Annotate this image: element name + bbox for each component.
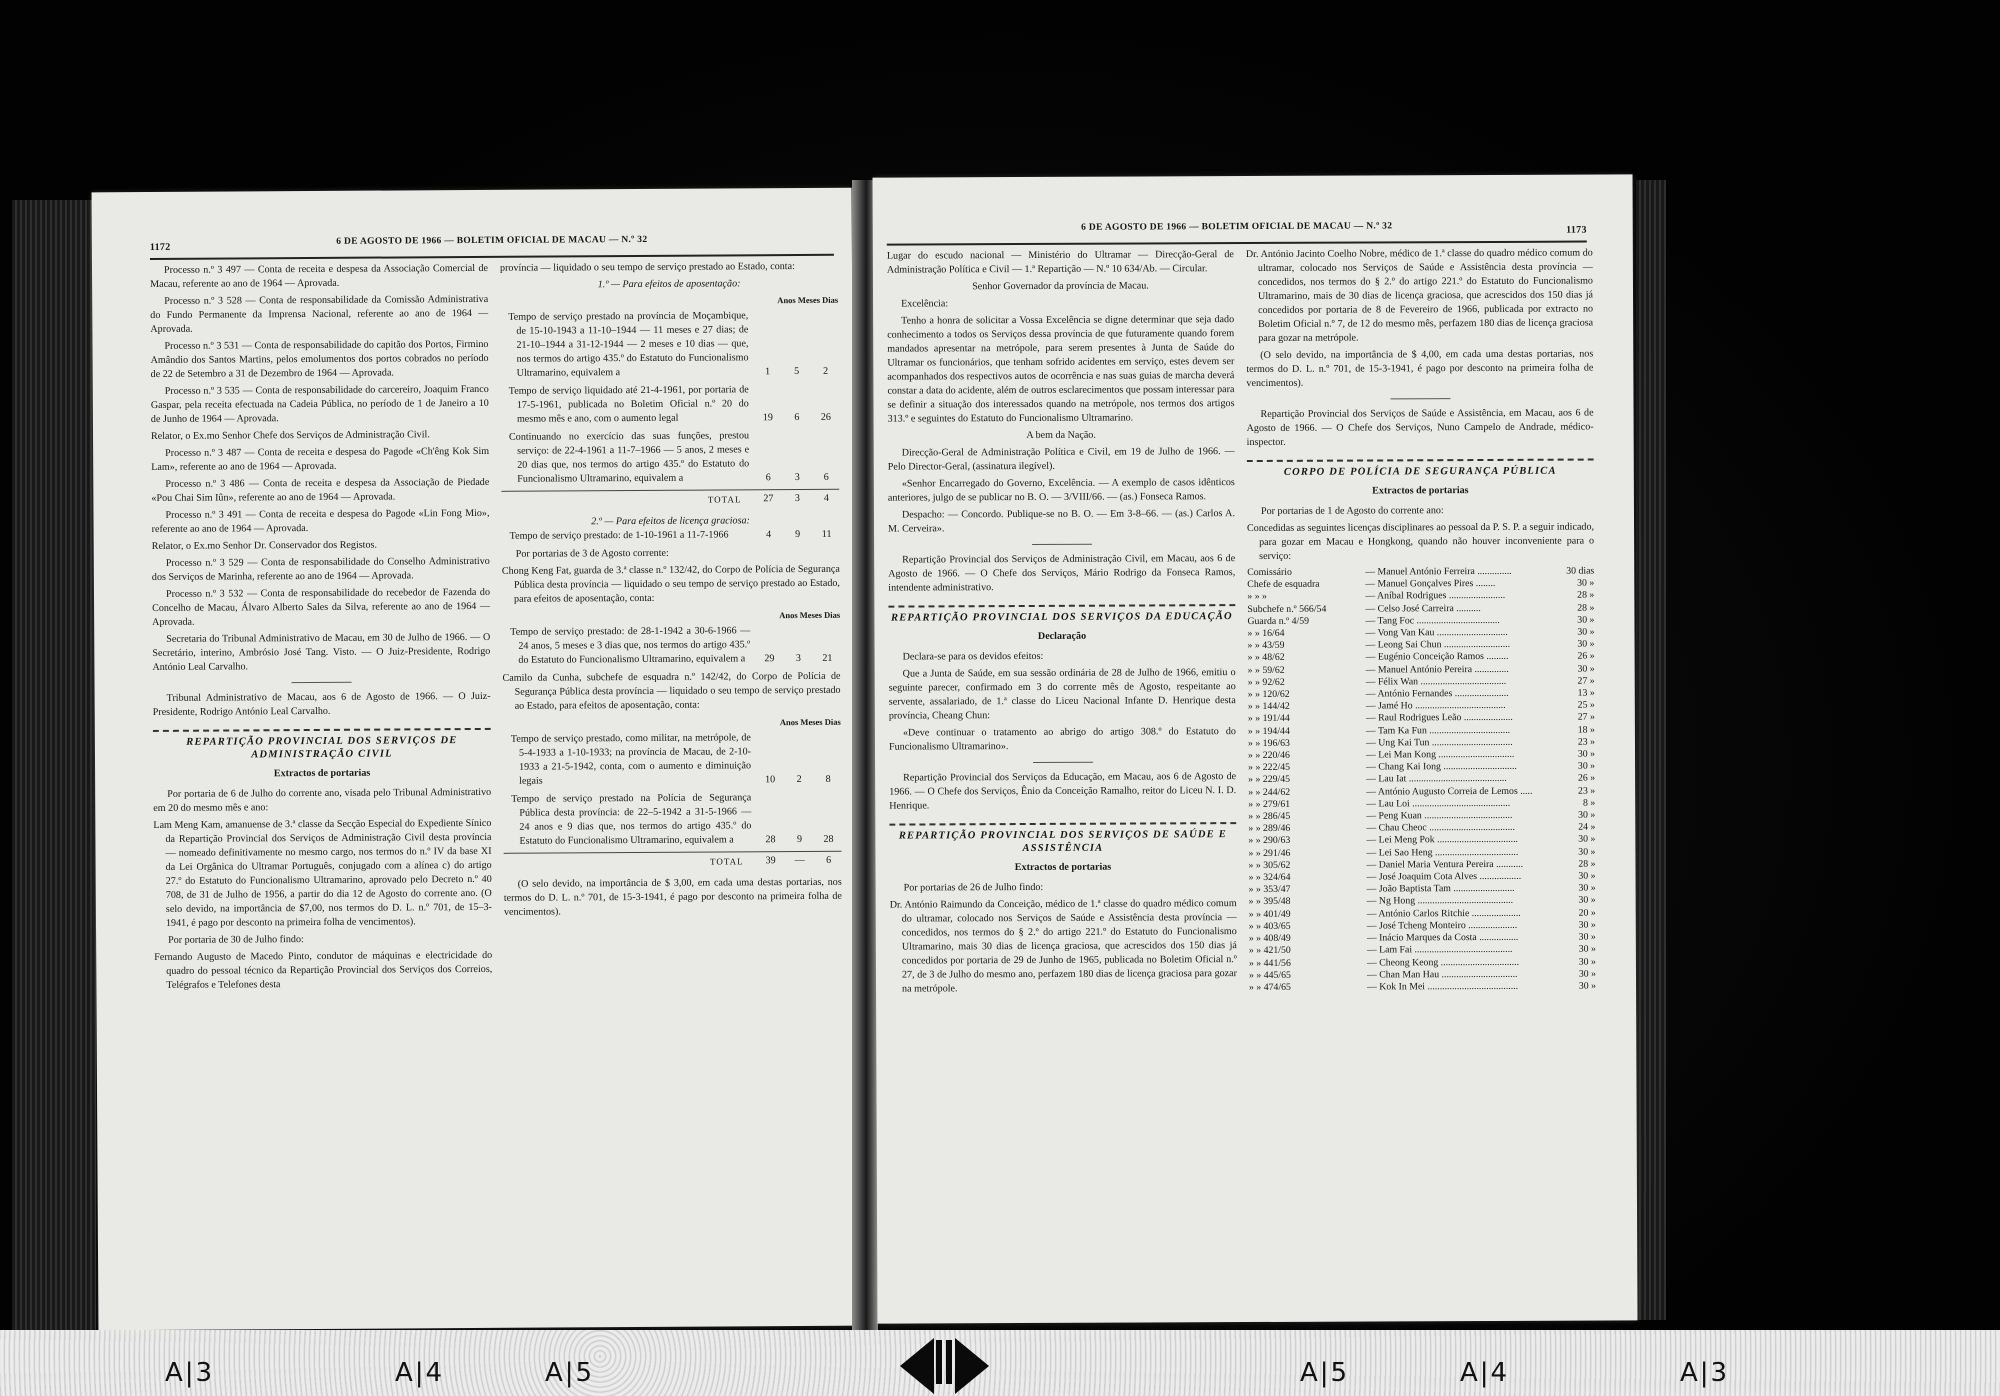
subheading: Extractos de portarias	[273, 767, 371, 780]
right-column-2	[1246, 247, 1598, 1303]
paragraph: província — liquidado o seu tempo de serviço prestado ao Estado, conta:	[499, 261, 795, 274]
paragraph: (O selo devido, na importância de $ 4,00, em cada uma destas portarias, nos termos do D. L. n.º 701, de 15-3-1941, é pago por desconto na primeira folha de vencimentos).	[1246, 348, 1594, 390]
paragraph: Lam Meng Kam, amanuense de 3.ª classe da Secção Especial do Expediente Sínico da Repartição Provincial dos Serviços de Administração Civil desta província — nomeado definitivamente no mesmo cargo, nos termos do n.º IV da base XI da Lei Orgânica do Ultramar Português, conjugado com a alínea c) do artigo 27.º do Estatuto do Funcionalismo Ultramarino, aprovado pelo Decreto n.º 40 708, de 31 de Julho de 1956, a partir do dia 12 de Agosto do corrente ano. (O selo devido, na importância de $7,00, nos termos do D. L. n.º 701, de 15–3-1941, é pago por desconto na primeira folha de vencimentos).	[153, 817, 492, 929]
licence-name: — Manuel Gonçalves Pires ........	[1365, 578, 1496, 590]
licence-days: 18 »	[1577, 724, 1595, 736]
divider	[1032, 544, 1092, 545]
licence-rank: » » 421/50	[1248, 945, 1291, 957]
paragraph: Processo n.º 3 531 — Conta de responsabilidade do capitão dos Portos, Firmino Amândio dos Santos Martins, pelos emolumentos dos portos cobrados no período de 22 de Setembro a 31 de Dezembro de 1964 — Aprovada.	[150, 338, 489, 380]
paragraph: Repartição Provincial dos Serviços de Saúde e Assistência, em Macau, aos 6 de Agosto de 1966. — O Chefe dos Serviços, Nuno Campelo de Andrade, médico-inspector.	[1246, 407, 1594, 449]
licence-days: 26 »	[1577, 772, 1596, 785]
licence-days: 25 »	[1577, 699, 1595, 711]
licence-days: 27 »	[1577, 711, 1595, 724]
service-row: Tempo de serviço prestado: de 28-1-1942 a 30-6-1966 — 24 anos, 5 meses e 3 dias que, nos termos do artigo 435.º do Estatuto do Funcionalismo Ultramarino, equivalem a 29 3 21	[510, 625, 833, 666]
licence-rank: » » 229/45	[1248, 774, 1291, 786]
paragraph: Processo n.º 3 491 — Conta de receita e despesa do Pagode «Lin Fong Mio», referente ao ano de 1964 — Aprovada.	[151, 507, 490, 535]
licence-rank: » » 194/44	[1247, 725, 1290, 737]
licence-name: — António Carlos Ritchie ....................	[1366, 907, 1521, 920]
licence-name: — Chan Man Hau ...............................	[1366, 968, 1518, 981]
licence-rank: » » 244/62	[1248, 786, 1291, 798]
licence-rank: » » 474/65	[1249, 981, 1291, 993]
licence-name: — Raul Rodrigues Leão ....................	[1365, 712, 1513, 724]
licence-name: — Celso José Carreira ..........	[1365, 602, 1481, 615]
paragraph: Chong Keng Fat, guarda de 3.ª classe n.º 132/42, do Corpo de Polícia de Segurança Pública desta província — liquidado o seu tempo de serviço prestado ao Estado, para efeitos de aposentação, conta:	[501, 563, 840, 605]
paragraph: Relator, o Ex.mo Senhor Chefe dos Serviços de Administração Civil.	[150, 429, 430, 442]
licence-days: 30 »	[1578, 943, 1596, 955]
paragraph: Por portaria de 6 de Julho do corrente ano, visada pelo Tribunal Administrativo em 20 do mesmo mês e ano:	[153, 786, 492, 814]
column-head: Anos Meses Dias	[779, 609, 841, 621]
licence-name: — Chau Cheoc ...................................	[1366, 822, 1515, 834]
right-page	[873, 174, 1638, 1323]
frame-center-tick	[936, 1340, 942, 1384]
licence-rank: » » 403/65	[1248, 920, 1291, 932]
licence-name: — Manuel António Pereira ..............	[1365, 663, 1509, 676]
licence-rank: » » 289/46	[1248, 823, 1291, 835]
paragraph: Lugar do escudo nacional — Ministério do Ultramar — Direcção-Geral de Administração Política e Civil — 1.ª Repartição — N.º 10 634/Ab. — Circular.	[886, 249, 1234, 276]
licence-days: 24 »	[1578, 821, 1596, 833]
licence-days: 30 »	[1578, 833, 1596, 846]
licence-name: — António Augusto Correia de Lemos .....	[1366, 785, 1533, 798]
licence-rank: » » 353/47	[1248, 884, 1291, 896]
licence-days: 30 »	[1578, 931, 1596, 943]
service-row: Tempo de serviço prestado, como militar, na metrópole, de 5-4-1933 a 1-10-1933; na província de Macau, de 2-10-1933 a 21-5-1942, conta, com o aumento e diminuição legais 10 2 8	[510, 732, 831, 787]
paragraph: Que a Junta de Saúde, em sua sessão ordinária de 28 de Julho de 1966, emitiu o seguinte parecer, confirmado em 3 do corrente mês de Agosto, respeitante ao servente, assalariado, de 1.ª classe do Liceu Nacional Infante D. Henrique desta província, Cheang Chun:	[888, 667, 1236, 722]
paragraph: Por portaria de 30 de Julho findo:	[168, 934, 304, 946]
paragraph: Repartição Provincial dos Serviços de Administração Civil, em Macau, aos 6 de Agosto de 1966. — O Chefe dos Serviços, Mário Rodrigo da Fonseca Ramos, intendente administrativo.	[888, 553, 1236, 594]
running-head-title: 6 DE AGOSTO DE 1966 — BOLETIM OFICIAL DE MACAU — N.º 32	[336, 234, 648, 247]
paragraph: Por portarias de 26 de Julho findo:	[903, 881, 1044, 894]
paragraph: Processo n.º 3 528 — Conta de responsabilidade da Comissão Administrativa do Fundo Permanente da Imprensa Nacional, referente ao ano de 1964 — Aprovada.	[150, 293, 489, 335]
paragraph: Camilo da Cunha, subchefe de esquadra n.º 142/42, do Corpo de Polícia de Segurança Pública desta província — liquidado o seu tempo de serviço prestado ao Estado, para efeitos de aposentação, conta:	[502, 670, 841, 712]
licence-name: — Eugénio Conceição Ramos .........	[1365, 651, 1509, 663]
licence-name: — Tam Ka Fun .................................	[1365, 724, 1511, 737]
licence-name: — Tang Foc ..................................	[1365, 614, 1500, 627]
section-title: REPARTIÇÃO PROVINCIAL DOS SERVIÇOS DE SAÚDE E ASSISTÊNCIA	[889, 822, 1236, 856]
licence-days: 30 »	[1577, 638, 1595, 650]
licence-days: 23 »	[1578, 785, 1596, 797]
paragraph: Secretaria do Tribunal Administrativo de Macau, em 30 de Julho de 1966. — O Secretário, interino, Ambrósio José Tang. Visto. — O Juiz-Presidente, Rodrigo António Leal Carvalho.	[152, 631, 491, 673]
licence-rank: » » 290/63	[1248, 835, 1291, 847]
licence-name: — Peng Kuan ....................................	[1366, 809, 1513, 822]
licence-rank: » » 220/46	[1248, 749, 1290, 762]
paragraph: Processo n.º 3 497 — Conta de receita e despesa da Associação Comercial de Macau, referente ao ano de 1964 — Aprovada.	[150, 262, 489, 290]
frame-center-arrow-left-icon	[900, 1338, 934, 1394]
right-column-1	[887, 248, 1239, 1304]
licence-rank: » » 401/49	[1248, 908, 1291, 920]
licence-name: — Lei Meng Pok .................................	[1366, 834, 1519, 846]
paragraph: Processo n.º 3 529 — Conta de responsabilidade do Conselho Administrativo dos Serviços de Marinha, referente ao ano de 1964 — Aprovada.	[151, 555, 490, 583]
licence-days: 30 »	[1577, 577, 1595, 589]
licence-name: — Félix Wan ...................................	[1365, 675, 1507, 688]
service-row: Tempo de serviço prestado: de 1-10-1961 a 11-7-1966 4 9 11	[509, 528, 832, 542]
paragraph: Processo n.º 3 486 — Conta de receita e despesa da Associação de Piedade «Pou Chai Sim Iûn», referente ao ano de 1964 — Aprovada.	[151, 476, 490, 504]
left-running-head	[150, 232, 834, 260]
frame-mark: A|4	[395, 1358, 445, 1388]
licence-name: — Ng Hong .......................................	[1366, 895, 1514, 907]
subheading: Extractos de portarias	[1014, 861, 1112, 874]
frame-mark: A|5	[545, 1358, 595, 1388]
paragraph: Tenho a honra de solicitar a Vossa Excelência se digne determinar que seja dado conhecimento a todos os Serviços dessa província de que futuramente quando forem mandados apresentar na metrópole, para serem presentes à Junta de Saúde do Ultramar os funcionários, que tenham sofrido acidentes em serviço, estes devem ser acompanhados dos respectivos autos de ocorrência e nas suas guias de marcha deverá constar a data do acidente, além de outros esclarecimentos que possam interessar para se definir a situação dos interessados quando na metrópole, nos termos dos artigos 313.º e seguintes do Estatuto do Funcionalismo Ultramarino.	[887, 314, 1235, 425]
paragraph: Despacho: — Concordo. Publique-se no B. O. — Em 3-8–66. — (as.) Carlos A. M. Cerveira».	[888, 508, 1235, 535]
paragraph: Dr. António Raimundo da Conceição, médico de 1.ª classe do quadro médico comum do ultramar, colocado nos Serviços de Saúde e Assistência desta província — concedidos, nos termos do § 2.º do artigo 221.º do Estatuto do Funcionalismo Ultramarino, mais 30 dias de licença graciosa, que acrescidos dos 150 dias já concedidos por portaria de 29 de Junho de 1965, publicada no Boletim Oficial n.º 27, de 3 de Julho do mesmo ano, perfazem 180 dias de licença graciosa para gozar na metrópole.	[889, 898, 1238, 995]
licence-rank: » » 48/62	[1247, 652, 1285, 664]
licence-days: 30 »	[1578, 894, 1596, 907]
licence-name: — Lei Sao Heng ..................................	[1366, 846, 1519, 859]
licence-days: 30 »	[1577, 760, 1596, 772]
licence-name: — Kok In Mei .....................................	[1367, 980, 1519, 993]
divider	[1033, 762, 1093, 763]
licence-days: 28 »	[1578, 858, 1596, 870]
licence-name: — Daniel Maria Ventura Pereira ...........	[1366, 858, 1524, 871]
paragraph: (O selo devido, na importância de $ 3,00, em cada uma destas portarias, nos termos do D. L. n.º 701, de 15-3-1941, é pago por desconto na primeira folha de vencimentos).	[503, 876, 842, 918]
licence-rank: » » 291/46	[1248, 847, 1291, 859]
service-row: Tempo de serviço prestado na Polícia de Segurança Pública desta província: de 22–5-1942 a 31-5-1966 — 24 anos e 9 dias que, nos termos do artigo 435.º do Estatuto do Funcionalismo Ultramarino, equivalem a 28 9 28	[511, 792, 834, 847]
licence-rank: » » 441/56	[1248, 957, 1291, 969]
licence-days: 30 »	[1577, 614, 1595, 626]
service-total: TOTAL 27 3 4	[501, 489, 839, 508]
subheading: 2.º — Para efeitos de licença graciosa:	[591, 515, 750, 528]
licence-rank: » » 324/64	[1248, 871, 1291, 884]
licence-row	[1249, 980, 1596, 994]
licence-rank: Chefe de esquadra	[1247, 578, 1320, 591]
licence-name: — Vong Van Kau .............................	[1365, 626, 1508, 639]
licence-rank: Comissário	[1247, 566, 1292, 579]
licence-list	[1247, 566, 1596, 995]
paragraph: Repartição Provincial dos Serviços da Educação, em Macau, aos 6 de Agosto de 1966. — O Chefe dos Serviços, Ênio da Conceição Ramalho, reitor do Liceu N. I. D. Henrique.	[889, 771, 1237, 812]
licence-name: — Leong Sai Chun ...........................	[1365, 639, 1511, 651]
paragraph: Por portarias de 1 de Agosto do corrente ano:	[1260, 505, 1444, 517]
licence-rank: » » 445/65	[1248, 969, 1291, 981]
licence-days: 30 »	[1577, 748, 1596, 760]
frame-mark: A|5	[1300, 1358, 1350, 1388]
licence-days: 30 dias	[1566, 565, 1595, 577]
frame-mark: A|3	[165, 1358, 215, 1388]
paragraph: Processo n.º 3 487 — Conta de receita e despesa do Pagode «Ch'êng Kok Sim Lam», referente ao ano de 1964 — Aprovada.	[151, 445, 490, 473]
divider	[292, 682, 352, 683]
licence-days: 30 »	[1578, 809, 1596, 821]
left-column-2	[500, 260, 844, 1308]
paragraph: Dr. António Jacinto Coelho Nobre, médico de 1.ª classe do quadro médico comum do ultramar, colocado nos Serviços de Saúde e Assistência desta província — concedidos, nos termos do § 2.º do artigo 221.º do Estatuto do Funcionalismo Ultramarino, mais de 30 dias de licença graciosa, que acrescidos dos 150 dias já concedidos por portaria de 8 de Fevereiro de 1966, publicada por extracto no Boletim Oficial n.º 7, de 12 do mesmo mês, perfazem 180 dias de licença graciosa para gozar na metrópole.	[1245, 247, 1594, 344]
licence-name: — Lau Iat ........................................	[1366, 773, 1507, 785]
licence-name: — João Baptista Tam .........................	[1366, 883, 1515, 895]
licence-days: 30 »	[1578, 980, 1597, 992]
licence-rank: » » 16/64	[1247, 627, 1285, 640]
licence-days: 30 »	[1577, 626, 1595, 638]
licence-name: — Lau Loi ........................................	[1366, 797, 1511, 810]
licence-rank: » » 191/44	[1247, 713, 1290, 725]
licence-name: — Manuel António Ferreira ..............	[1365, 565, 1512, 578]
licence-days: 8 »	[1582, 797, 1596, 809]
licence-days: 28 »	[1577, 589, 1595, 601]
licence-rank: » » 408/49	[1248, 932, 1291, 945]
licence-name: — Lam Fai ........................................	[1366, 944, 1513, 956]
licence-days: 30 »	[1578, 919, 1596, 931]
paragraph: Por portarias de 3 de Agosto corrente:	[515, 547, 669, 560]
licence-rank: » » 305/62	[1248, 859, 1291, 871]
paragraph: Concedidas as seguintes licenças disciplinares ao pessoal da P. S. P. a seguir indicado, para gozar em Macau e Hongkong, quando não houver inconveniente para o serviço:	[1247, 521, 1595, 562]
licence-days: 30 »	[1578, 882, 1596, 894]
licence-name: — Ung Kai Tun .................................	[1365, 736, 1513, 749]
licence-rank: » » 92/62	[1247, 676, 1285, 688]
paragraph: Fernando Augusto de Macedo Pinto, condutor de máquinas e electricidade do quadro do pessoal técnico da Repartição Provincial dos Serviços dos Correios, Telégrafos e Telefones desta	[154, 949, 493, 991]
licence-days: 30 »	[1577, 663, 1595, 675]
licence-name: — Jamé Ho .....................................	[1365, 700, 1506, 712]
frame-mark: A|3	[1680, 1358, 1730, 1388]
service-row: Tempo de serviço liquidado até 21-4-1961, por portaria de 17-5-1961, publicada no Boletim Oficial n.º 20 do mesmo mês e ano, com o aumento legal 19 6 26	[508, 384, 831, 425]
licence-days: 13 »	[1577, 687, 1595, 699]
section-title: CORPO DE POLÍCIA DE SEGURANÇA PÚBLICA	[1247, 459, 1594, 480]
frame-mark: A|4	[1460, 1358, 1510, 1388]
licence-days: 28 »	[1577, 602, 1595, 614]
paragraph: Excelência:	[901, 298, 949, 310]
licence-rank: Guarda n.º 4/59	[1247, 615, 1310, 627]
paragraph: «Senhor Encarregado do Governo, Excelência. — A exemplo de casos idênticos anteriores, julgo de se publicar no B. O. — 3/VIII/66. — (as.) Fonseca Ramos.	[887, 477, 1235, 504]
running-head-title: 6 DE AGOSTO DE 1966 — BOLETIM OFICIAL DE MACAU — N.º 32	[1081, 221, 1393, 233]
subheading: Extractos de portarias	[1372, 485, 1469, 497]
paragraph: «Deve continuar o tratamento ao abrigo do artigo 308.º do Estatuto do Funcionalismo Ultramarino».	[888, 726, 1236, 753]
licence-rank: » » 222/45	[1248, 762, 1291, 774]
paragraph: Senhor Governador da província de Macau.	[972, 280, 1149, 293]
page-stack-edge-right	[1636, 180, 1666, 1320]
licence-name: — Inácio Marques da Costa ................	[1366, 931, 1519, 944]
frame-center-tick	[946, 1340, 952, 1384]
column-head: Anos Meses Dias	[777, 294, 839, 306]
licence-name: — Lei Man Kong ...............................	[1366, 748, 1515, 761]
licence-rank: » » 286/45	[1248, 810, 1291, 823]
licence-rank: » » »	[1247, 591, 1267, 603]
licence-rank: » » 43/59	[1247, 640, 1285, 652]
licence-rank: » » 196/63	[1247, 737, 1290, 749]
licence-rank: » » 120/62	[1247, 688, 1290, 701]
licence-days: 30 »	[1578, 846, 1596, 858]
frame-center-arrow-right-icon	[955, 1338, 989, 1394]
left-page	[92, 188, 859, 1331]
licence-days: 26 »	[1577, 650, 1595, 663]
licence-days: 27 »	[1577, 675, 1595, 687]
page-number: 1172	[149, 241, 171, 253]
licence-rank: » » 144/42	[1247, 701, 1290, 713]
licence-name: — Cheong Keong ................................	[1366, 956, 1520, 969]
licence-name: — José Joaquim Cota Alves .................	[1366, 870, 1522, 883]
column-head: Anos Meses Dias	[779, 716, 841, 728]
licence-days: 23 »	[1577, 736, 1595, 748]
licence-rank: Subchefe n.º 566/54	[1247, 603, 1327, 615]
service-row: Tempo de serviço prestado na província de Moçambique, de 15-10-1943 a 11-10–1944 — 11 meses e 27 dias; de 21-10–1944 a 31-12-1944 — 2 meses e 10 dias — que, nos termos do artigo 435.º do Estatuto do Funcionalismo Ultramarino, equivalem a 1 5 2	[508, 310, 829, 379]
paragraph: A bem da Nação.	[1026, 429, 1096, 441]
licence-days: 30 »	[1578, 870, 1596, 882]
paragraph: Declara-se para os devidos efeitos:	[902, 650, 1044, 663]
licence-rank: » » 279/61	[1248, 798, 1291, 810]
subheading: Declaração	[1037, 630, 1087, 642]
subheading: 1.º — Para efeitos de aposentação:	[597, 278, 741, 291]
licence-name: — Aníbal Rodrigues .......................	[1365, 590, 1506, 602]
service-row: Continuando no exercício das suas funções, prestou serviço: de 22-4-1961 a 11-7–1966 — 5 anos, 2 meses e 20 dias que, nos termos do artigo 435.º do Estatuto do Funcionalismo Ultramarino, equivalem a 6 3 6	[509, 430, 829, 485]
section-title: REPARTIÇÃO PROVINCIAL DOS SERVIÇOS DA EDUCAÇÃO	[888, 604, 1235, 625]
paragraph: Processo n.º 3 535 — Conta de responsabilidade do carcereiro, Joaquim Franco Gaspar, pela receita efectuada na Cadeia Pública, no período de 1 de Janeiro a 10 de Junho de 1964 — Aprovada.	[150, 383, 489, 425]
divider	[1390, 398, 1450, 399]
licence-name: — José Tcheng Monteiro ....................	[1366, 919, 1518, 932]
paragraph: Processo n.º 3 532 — Conta de responsabilidade do recebedor de Fazenda do Concelho de Macau, Álvaro Alberto Sales da Silva, referente ao ano de 1964 — Aprovada.	[152, 586, 491, 628]
licence-rank: » » 395/48	[1248, 896, 1291, 908]
paragraph: Tribunal Administrativo de Macau, aos 6 de Agosto de 1966. — O Juiz-Presidente, Rodrigo António Leal Carvalho.	[152, 690, 491, 718]
licence-days: 30 »	[1578, 956, 1596, 968]
paragraph: Relator, o Ex.mo Senhor Dr. Conservador dos Registos.	[151, 539, 378, 552]
right-running-head	[887, 219, 1587, 246]
licence-days: 30 »	[1578, 968, 1597, 980]
licence-rank: » » 59/62	[1247, 664, 1285, 676]
service-total: TOTAL 39 — 6	[504, 851, 842, 870]
licence-name: — Chang Kai Iong ..............................	[1366, 761, 1517, 773]
left-column-1	[150, 262, 494, 1310]
paragraph: Direcção-Geral de Administração Política e Civil, em 19 de Julho de 1966. — Pelo Director-Geral, (assinatura ilegível).	[887, 446, 1235, 473]
licence-days: 20 »	[1578, 907, 1596, 919]
page-number: 1173	[1566, 224, 1587, 236]
page-stack-edge-left	[12, 200, 96, 1330]
licence-name: — António Fernandes ......................	[1365, 687, 1509, 700]
section-title: REPARTIÇÃO PROVINCIAL DOS SERVIÇOS DE ADMINISTRAÇÃO CIVIL	[153, 728, 491, 762]
